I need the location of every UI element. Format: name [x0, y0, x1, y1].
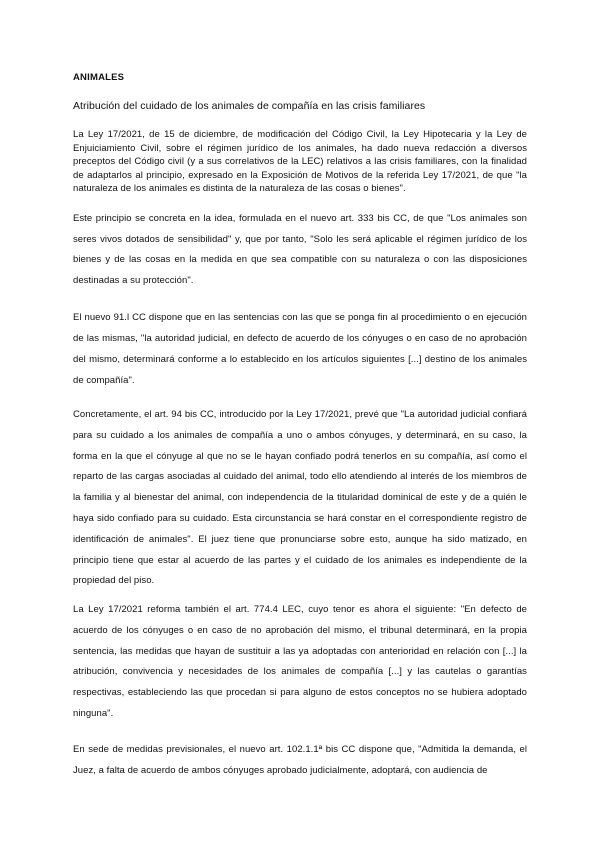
paragraph-art-333-bis: Este principio se concreta en la idea, formulada en el nuevo art. 333 bis CC, de que "Los animales son seres vivos dotados de sensibilidad" y, que por tanto, "Solo les será aplicable el régimen jurídico de los bienes y de las cosas en la medida en que sea compatible con su naturaleza o con las disposiciones destinadas a su protección".	[73, 213, 527, 286]
document-subtitle: Atribución del cuidado de los animales de compañía en las crisis familiares	[73, 100, 426, 112]
paragraph-art-774-lec: La Ley 17/2021 reforma también el art. 774.4 LEC, cuyo tenor es ahora el siguiente: "En defecto de acuerdo de los cónyuges o en caso de no aprobación del mismo, el tribunal determinará, en la propia sentencia, las medidas que hayan de sustituir a las ya adoptadas con anterioridad en relación con [...] la atribución, convivencia y necesidades de los animales de compañía [...] y las cautelas o garantías respectivas, estableciendo las que procedan si para alguno de estos conceptos no se hubiera adoptado ninguna".	[73, 604, 527, 719]
document-heading: ANIMALES	[73, 72, 125, 83]
paragraph-art-94-bis: Concretamente, el art. 94 bis CC, introducido por la Ley 17/2021, prevé que "La autoridad judicial confiará para su cuidado a los animales de compañía a uno o ambos cónyuges, y determinará, en su caso, la forma en la que el cónyuge al que no se le hayan confiado podrá tenerlos en su compañía, así como el reparto de las cargas asociadas al cuidado del animal, todo ello atendiendo al interés de los miembros de la familia y al bienestar del animal, con independencia de la titularidad dominical de este y de a quién le haya sido confiado para su cuidado. Esta circunstancia se hará constar en el correspondiente registro de identificación de animales". El juez tiene que pronunciarse sobre esto, aunque ha sido matizado, en principio tiene que estar al acuerdo de las partes y el cuidado de los animales es independiente de la propiedad del piso.	[73, 409, 527, 587]
paragraph-ley-17-2021: La Ley 17/2021, de 15 de diciembre, de modificación del Código Civil, la Ley Hipotecaria y la Ley de Enjuiciamiento Civil, sobre el régimen jurídico de los animales, ha dado nueva redacción a diversos preceptos del Código civil (y a sus correlativos de la LEC) relativos a las crisis familiares, con la finalidad de adaptarlos al principio, expresado en la Exposición de Motivos de la referida Ley 17/2021, de que "la naturaleza de los animales es distinta de la naturaleza de las cosas o bienes".	[73, 129, 527, 194]
paragraph-art-102: En sede de medidas previsionales, el nuevo art. 102.1.1ª bis CC dispone que, "Admitida la demanda, el Juez, a falta de acuerdo de ambos cónyuges aprobado judicialmente, adoptará, con audiencia de	[73, 744, 527, 776]
paragraph-art-91: El nuevo 91.l CC dispone que en las sentencias con las que se ponga fin al procedimiento o en ejecución de las mismas, "la autoridad judicial, en defecto de acuerdo de los cónyuges o en caso de no aprobación del mismo, determinará conforme a lo establecido en los artículos siguientes [...] destino de los animales de compañía".	[73, 312, 527, 386]
